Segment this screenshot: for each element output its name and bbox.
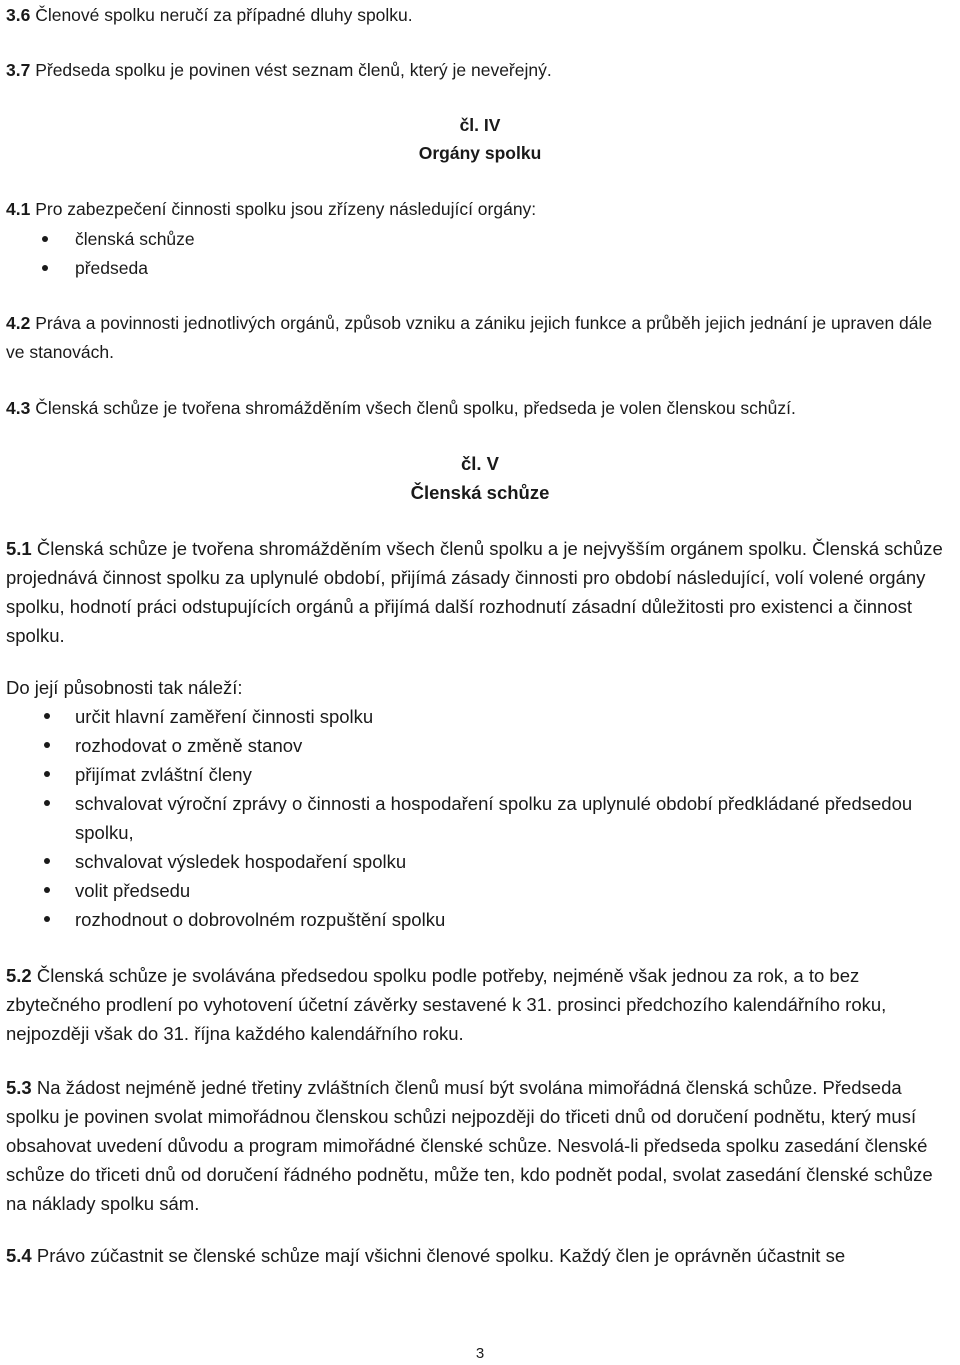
page-number: 3 [475,1345,485,1362]
paragraph-5-1 [6,534,946,650]
paragraph-5-4 [6,1241,946,1270]
list-item: určit hlavní zaměření činnosti spolku [6,702,946,731]
paragraph-text: Práva a povinnosti jednotlivých orgánů, způsob vzniku a zániku jejich funkce a průběh jejich jednání je upraven dále ve stanovách. [6,313,933,362]
paragraph-3-7 [6,56,946,85]
article-5-label: čl. V [460,453,500,474]
paragraph-number: 5.3 [6,1077,32,1098]
scope-list [6,702,946,934]
paragraph-text: Členská schůze je tvořena shromážděním všech členů spolku a je nejvyšším orgánem spolku. Členská schůze projednává činnost spolku za uplynulé období, přijímá zásady činnosti pro období následující, volí volené orgány spolku, hodnotí práci odstupujících orgánů a přijímá další rozhodnutí zásadní důležitosti pro existenci a činnost spolku. [6,538,943,646]
paragraph-5-2 [6,961,946,1048]
paragraph-4-2 [6,309,946,367]
paragraph-number: 5.4 [6,1245,32,1266]
list-item: schvalovat výsledek hospodaření spolku [6,847,946,876]
scope-intro: Do její působnosti tak náleží: [6,677,243,698]
bullet-icon [44,771,50,777]
bullet-icon [44,713,50,719]
paragraph-text: Členská schůze je svolávána předsedou spolku podle potřeby, nejméně však jednou za rok, a to bez zbytečného prodlení po vyhotovení účetní závěrky sestavené k 31. prosinci předchozího kalendářního roku, nejpozději však do 31. října každého kalendářního roku. [6,965,887,1044]
paragraph-text: Členové spolku neručí za případné dluhy spolku. [30,5,413,25]
list-item: předseda [6,254,946,283]
list-item: členská schůze [6,225,946,254]
bullet-icon [42,236,48,242]
paragraph-number: 3.6 [6,5,31,25]
list-item: volit předsedu [6,876,946,905]
list-item: rozhodnout o dobrovolném rozpuštění spolku [6,905,946,934]
paragraph-4-3 [6,394,946,423]
paragraph-4-1 [6,195,946,224]
list-item: přijímat zvláštní členy [6,760,946,789]
organs-list [6,225,946,283]
paragraph-text: Na žádost nejméně jedné třetiny zvláštních členů musí být svolána mimořádná členská schůze. Předseda spolku je povinen svolat mimořádnou členskou schůzi nejpozději do třiceti dnů od doručení podnětu, který musí obsahovat uvedení důvodu a program mimořádné členské schůze. Nesvolá-li předseda spolku zasedání členské schůze do třiceti dnů od doručení řádného podnětu, může ten, kdo podnět podal, svolat zasedání členské schůze na náklady spolku sám. [6,1077,933,1214]
paragraph-number: 4.3 [6,398,31,418]
bullet-icon [44,800,50,806]
paragraph-number: 3.7 [6,60,31,80]
bullet-icon [44,916,50,922]
paragraph-number: 5.1 [6,538,32,559]
paragraph-5-3 [6,1073,946,1218]
paragraph-text: Právo zúčastnit se členské schůze mají všichni členové spolku. Každý člen je oprávněn účastnit se [31,1245,846,1266]
paragraph-text: Členská schůze je tvořena shromážděním všech členů spolku, předseda je volen členskou schůzí. [30,398,796,418]
bullet-icon [44,742,50,748]
paragraph-3-6 [6,1,946,30]
list-item: rozhodovat o změně stanov [6,731,946,760]
bullet-icon [42,265,48,271]
paragraph-text: Pro zabezpečení činnosti spolku jsou zřízeny následující orgány: [30,199,537,219]
list-item: schvalovat výroční zprávy o činnosti a hospodaření spolku za uplynulé období předkládané předsedou spolku, [6,789,946,847]
article-5-title: Členská schůze [410,482,550,503]
paragraph-number: 5.2 [6,965,32,986]
article-4-title: Orgány spolku [418,143,542,163]
article-4-label: čl. IV [459,115,501,135]
bullet-icon [44,887,50,893]
bullet-icon [44,858,50,864]
paragraph-number: 4.1 [6,199,31,219]
paragraph-number: 4.2 [6,313,31,333]
paragraph-text: Předseda spolku je povinen vést seznam členů, který je neveřejný. [30,60,552,80]
